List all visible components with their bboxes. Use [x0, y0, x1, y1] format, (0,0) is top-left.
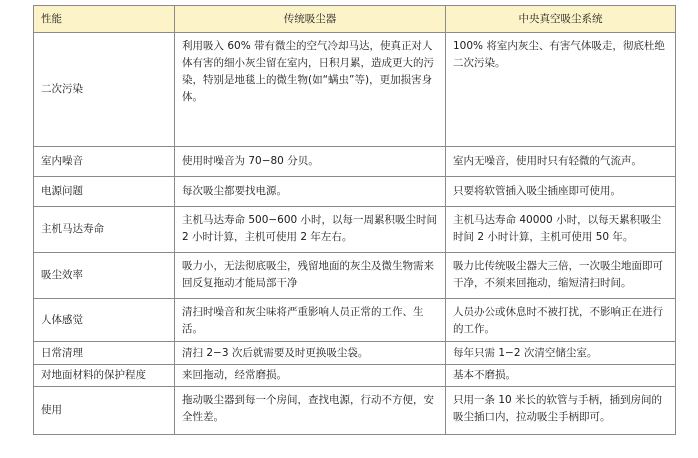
- table-row: [34, 387, 676, 435]
- header-central-vacuum: 中央真空吸尘系统: [446, 6, 676, 33]
- central-cell: 100% 将室内灰尘、有害气体吸走，彻底杜绝二次污染。: [446, 33, 676, 147]
- table-row: [34, 147, 676, 177]
- header-performance: 性能: [34, 6, 175, 33]
- row-label: 人体感觉: [34, 299, 175, 342]
- traditional-cell: 来回拖动，经常磨损。: [175, 365, 446, 387]
- central-cell: 每年只需 1−2 次清空储尘室。: [446, 342, 676, 365]
- table-row: [34, 207, 676, 253]
- traditional-cell: 拖动吸尘器到每一个房间，查找电源，行动不方便，安全性差。: [175, 387, 446, 435]
- central-cell: 主机马达寿命 40000 小时，以每天累积吸尘时间 2 小时计算，主机可使用 50 年。: [446, 207, 676, 253]
- table-row: [34, 253, 676, 299]
- central-cell: 只要将软管插入吸尘插座即可使用。: [446, 177, 676, 207]
- row-label: 主机马达寿命: [34, 207, 175, 253]
- central-cell: 只用一条 10 米长的软管与手柄，插到房间的吸尘插口内，拉动吸尘手柄即可。: [446, 387, 676, 435]
- table-row: [34, 299, 676, 342]
- row-label: 吸尘效率: [34, 253, 175, 299]
- traditional-cell: 清扫时噪音和灰尘味将严重影响人员正常的工作、生活。: [175, 299, 446, 342]
- traditional-cell: 使用时噪音为 70−80 分贝。: [175, 147, 446, 177]
- central-cell: 基本不磨损。: [446, 365, 676, 387]
- table-row: [34, 177, 676, 207]
- table-header-row: [34, 6, 676, 33]
- table-row: [34, 342, 676, 365]
- traditional-cell: 每次吸尘都要找电源。: [175, 177, 446, 207]
- central-cell: 室内无噪音，使用时只有轻微的气流声。: [446, 147, 676, 177]
- row-label: 二次污染: [34, 33, 175, 147]
- row-label: 室内噪音: [34, 147, 175, 177]
- table-row: [34, 365, 676, 387]
- traditional-cell: 吸力小，无法彻底吸尘，残留地面的灰尘及微生物需来回反复拖动才能局部干净: [175, 253, 446, 299]
- comparison-table-container: [33, 5, 675, 450]
- row-label: 日常清理: [34, 342, 175, 365]
- row-label: 电源问题: [34, 177, 175, 207]
- row-label: 对地面材料的保护程度: [34, 365, 175, 387]
- traditional-cell: 利用吸入 60% 带有微尘的空气冷却马达，使真正对人体有害的细小灰尘留在室内，日积月累，造成更大的污染，特别是地毯上的微生物(如“螨虫”等)，更加损害身体。: [175, 33, 446, 147]
- central-cell: 人员办公或休息时不被打扰，不影响正在进行的工作。: [446, 299, 676, 342]
- traditional-cell: 清扫 2−3 次后就需要及时更换吸尘袋。: [175, 342, 446, 365]
- header-traditional-vacuum: 传统吸尘器: [175, 6, 446, 33]
- table-row: [34, 33, 676, 147]
- row-label: 使用: [34, 387, 175, 435]
- comparison-table: [33, 5, 676, 435]
- traditional-cell: 主机马达寿命 500−600 小时，以每一周累积吸尘时间 2 小时计算，主机可使用 2 年左右。: [175, 207, 446, 253]
- central-cell: 吸力比传统吸尘器大三倍，一次吸尘地面即可干净，不须来回拖动，缩短清扫时间。: [446, 253, 676, 299]
